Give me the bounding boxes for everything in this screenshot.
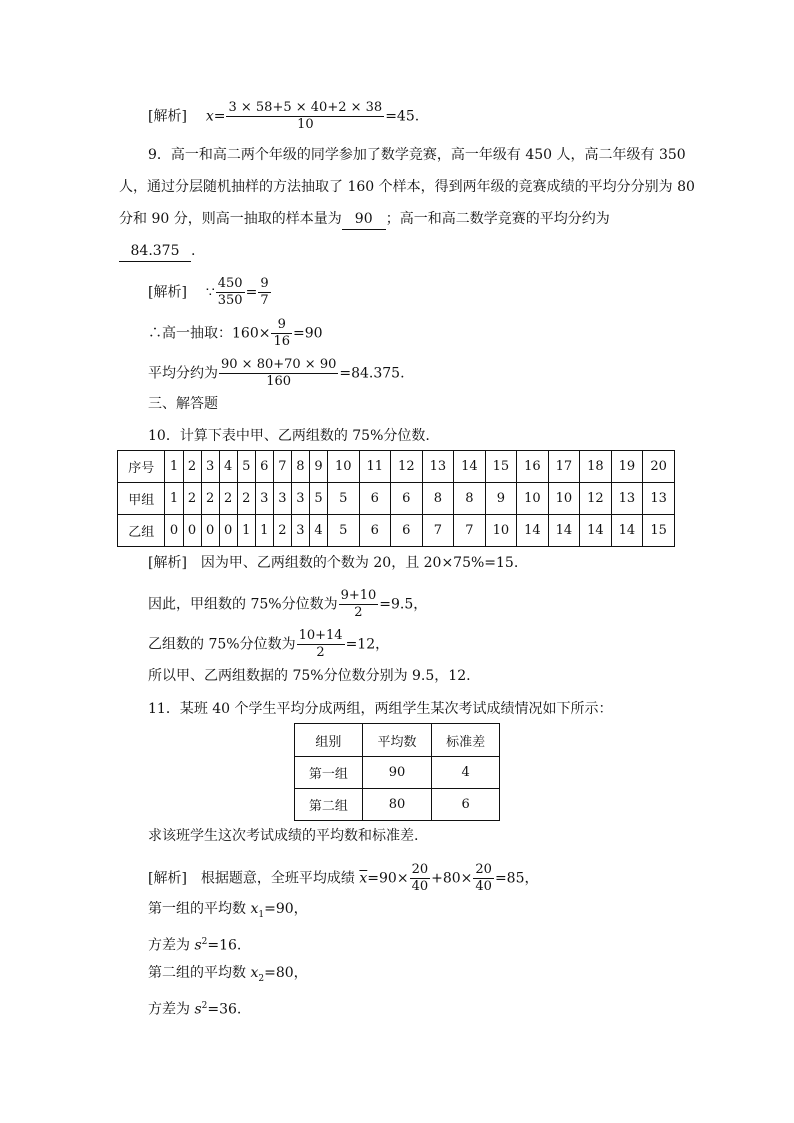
fraction-denominator: 2 (354, 605, 363, 620)
formula-suffix: =45. (385, 108, 420, 125)
table-cell: 7 (454, 515, 486, 547)
fraction-numerator: 450 (217, 276, 243, 291)
table-cell: 2 (201, 483, 219, 515)
table-cell: 5 (309, 483, 327, 515)
table-cell: 8 (454, 483, 486, 515)
table-row (295, 757, 500, 789)
question-9-line-2: 人，通过分层随机抽样的方法抽取了 160 个样本，得到两年级的竞赛成绩的平均分分别为 80 (119, 179, 695, 195)
table-cell: 9 (485, 483, 517, 515)
table-cell: 5 (328, 483, 360, 515)
table-cell: 4 (219, 451, 237, 483)
table-cell: 2 (237, 483, 255, 515)
table-cell: 6 (359, 483, 391, 515)
table-cell: 20 (643, 451, 675, 483)
variable-x: $\overline{x}$ (359, 870, 368, 887)
solution-text: 方差为 (148, 1001, 195, 1018)
fraction-denominator: 7 (260, 293, 269, 308)
table-cell: 90 (362, 757, 432, 789)
answer-blank-1: 90 (342, 209, 386, 230)
fraction (297, 628, 345, 661)
question-9-line-4 (119, 241, 195, 262)
question-9-period: . (191, 243, 196, 259)
table-cell: 0 (201, 515, 219, 547)
table-row (295, 789, 500, 821)
fraction (219, 357, 338, 390)
table-cell: 第二组 (295, 789, 363, 821)
solution-text: +80× (431, 870, 473, 887)
table-cell: 19 (611, 451, 643, 483)
solution-text: 第一组的平均数 (148, 901, 251, 917)
row-label: 甲组 (118, 483, 165, 515)
table-cell: 10 (328, 451, 360, 483)
fraction-denominator: 10 (297, 117, 314, 132)
table-cell: 1 (237, 515, 255, 547)
solution-11-line-4 (148, 963, 308, 989)
solution-9-line-3 (148, 357, 405, 390)
fraction-denominator: 350 (217, 293, 243, 308)
table-cell: 4 (309, 515, 327, 547)
solution-text: =90， (264, 901, 308, 917)
answer-blank-2: 84.375 (119, 241, 191, 262)
table-cell: 1 (165, 483, 183, 515)
analysis-tag: [解析] (148, 284, 187, 301)
solution-text: 第二组的平均数 (148, 965, 251, 981)
table-cell: 3 (291, 515, 309, 547)
table-cell: 2 (219, 483, 237, 515)
fraction (339, 588, 379, 621)
fraction (226, 100, 384, 133)
row-label: 序号 (118, 451, 165, 483)
question-11-ask: 求该班学生这次考试成绩的平均数和标准差. (148, 828, 419, 844)
table-cell: 14 (454, 451, 486, 483)
solution-11-line-5 (148, 996, 241, 1020)
solution-text: 乙组数的 75%分位数为 (148, 636, 296, 653)
fraction-numerator: 20 (475, 862, 492, 877)
variable-x: x (250, 901, 259, 917)
solution-11-line-3 (148, 932, 241, 956)
column-header: 平均数 (362, 724, 432, 757)
equals-sign: = (245, 284, 258, 301)
solution-10-line-3 (148, 628, 389, 661)
fraction-denominator: 40 (411, 879, 429, 894)
table-cell: 6 (391, 515, 423, 547)
solution-text: =90 (293, 325, 323, 342)
table-cell: 8 (422, 483, 454, 515)
table-cell: 5 (328, 515, 360, 547)
solution-11-line-2 (148, 899, 308, 925)
table-cell: 80 (362, 789, 432, 821)
table-cell: 2 (183, 451, 201, 483)
data-table-q10 (117, 450, 675, 547)
table-cell: 14 (548, 515, 580, 547)
fraction-numerator: 20 (411, 862, 429, 877)
table-cell: 3 (201, 451, 219, 483)
question-11-text: 11．某班 40 个学生平均分成两组，两组学生某次考试成绩情况如下所示： (148, 701, 613, 717)
fraction-numerator: 90 × 80+70 × 90 (221, 357, 337, 372)
table-cell: 14 (611, 515, 643, 547)
table-cell: 11 (359, 451, 391, 483)
table-row (118, 483, 675, 515)
solution-10-line-2 (148, 588, 427, 621)
solution-text: =90× (367, 870, 409, 887)
solution-text: =12， (345, 636, 390, 653)
solution-text: 方差为 (148, 937, 195, 954)
table-cell: 7 (422, 515, 454, 547)
fraction-numerator: 3 × 58+5 × 40+2 × 38 (228, 100, 383, 115)
table-cell: 10 (485, 515, 517, 547)
table-cell: 10 (548, 483, 580, 515)
row-label: 乙组 (118, 515, 165, 547)
table-cell: 1 (165, 451, 183, 483)
solution-10-line-1: [解析] 因为甲、乙两组数的个数为 20，且 20×75%=15. (148, 555, 519, 571)
table-cell: 10 (517, 483, 549, 515)
table-cell: 17 (548, 451, 580, 483)
table-cell: 3 (291, 483, 309, 515)
fraction-numerator: 10+14 (298, 628, 343, 643)
solution-9-line-2 (148, 317, 323, 350)
table-cell: 6 (255, 451, 273, 483)
table-cell: 13 (422, 451, 454, 483)
table-cell: 12 (580, 483, 612, 515)
table-cell: 6 (391, 483, 423, 515)
fraction-numerator: 9 (260, 276, 269, 291)
subscript: 1 (258, 909, 265, 920)
table-row (118, 515, 675, 547)
table-cell: 13 (611, 483, 643, 515)
table-cell: 2 (183, 483, 201, 515)
table-cell: 8 (291, 451, 309, 483)
fraction-denominator: 16 (273, 334, 290, 349)
formula-prefix: x= (205, 108, 226, 125)
table-cell: 0 (219, 515, 237, 547)
subscript: 2 (258, 973, 265, 984)
fraction (410, 862, 431, 895)
table-cell: 7 (273, 451, 291, 483)
table-cell: 18 (580, 451, 612, 483)
table-cell: 2 (273, 515, 291, 547)
solution-10-line-4: 所以甲、乙两组数据的 75%分位数分别为 9.5，12. (148, 668, 471, 684)
superscript: 2 (201, 937, 208, 947)
fraction-denominator: 40 (475, 879, 492, 894)
question-9-text-b: ；高一和高二数学竞赛的平均分约为 (385, 211, 610, 227)
table-cell: 6 (359, 515, 391, 547)
table-header-row (295, 724, 500, 757)
table-cell: 16 (517, 451, 549, 483)
solution-text: [解析] 根据题意，全班平均成绩 (148, 870, 360, 887)
table-cell: 12 (391, 451, 423, 483)
solution-text: 平均分约为 (148, 365, 218, 382)
fraction (473, 862, 494, 895)
question-9-text-a: 分和 90 分，则高一抽取的样本量为 (119, 211, 342, 227)
solution-11-line-1 (148, 862, 538, 895)
solution-text: ∴高一抽取：160× (148, 325, 271, 342)
solution-text: =84.375. (339, 365, 405, 382)
table-cell: 15 (485, 451, 517, 483)
solution-text: =85， (494, 870, 539, 887)
table-cell: 第一组 (295, 757, 363, 789)
superscript: 2 (201, 1001, 208, 1011)
variable-s: s (194, 937, 202, 954)
table-cell: 3 (255, 483, 273, 515)
table-cell: 4 (432, 757, 500, 789)
column-header: 组别 (295, 724, 363, 757)
table-cell: 14 (517, 515, 549, 547)
table-cell: 3 (273, 483, 291, 515)
table-cell: 0 (165, 515, 183, 547)
table-cell: 13 (643, 483, 675, 515)
solution-text: =9.5， (379, 596, 428, 613)
column-header: 标准差 (432, 724, 500, 757)
analysis-tag: [解析] (148, 108, 187, 125)
data-table-q11 (294, 723, 500, 821)
question-9-line-1: 9．高一和高二两个年级的同学参加了数学竞赛，高一年级有 450 人，高二年级有 350 (148, 147, 686, 163)
solution-9-line-1 (148, 276, 272, 309)
fraction-denominator: 2 (316, 645, 325, 660)
table-cell: 6 (432, 789, 500, 821)
solution-text: 因此，甲组数的 75%分位数为 (148, 596, 338, 613)
table-cell: 14 (580, 515, 612, 547)
because-symbol: ∵ (205, 284, 215, 301)
fraction-denominator: 160 (266, 374, 292, 389)
solution-text: =36. (207, 1001, 242, 1018)
table-cell: 5 (237, 451, 255, 483)
table-cell: 15 (643, 515, 675, 547)
question-9-line-3 (119, 209, 610, 230)
solution-text: =16. (207, 937, 242, 954)
fraction (271, 317, 292, 350)
solution-8-line (148, 100, 419, 133)
fraction (216, 276, 245, 309)
fraction (258, 276, 270, 309)
variable-x: x (250, 965, 259, 981)
solution-text: =80， (264, 965, 308, 981)
fraction-numerator: 9 (271, 317, 292, 334)
table-cell: 9 (309, 451, 327, 483)
table-row (118, 451, 675, 483)
variable-s: s (194, 1001, 202, 1018)
table-cell: 1 (255, 515, 273, 547)
question-10-text: 10．计算下表中甲、乙两组数的 75%分位数. (148, 428, 430, 444)
fraction-numerator: 9+10 (340, 588, 377, 603)
section-heading: 三、解答题 (148, 396, 218, 412)
table-cell: 0 (183, 515, 201, 547)
